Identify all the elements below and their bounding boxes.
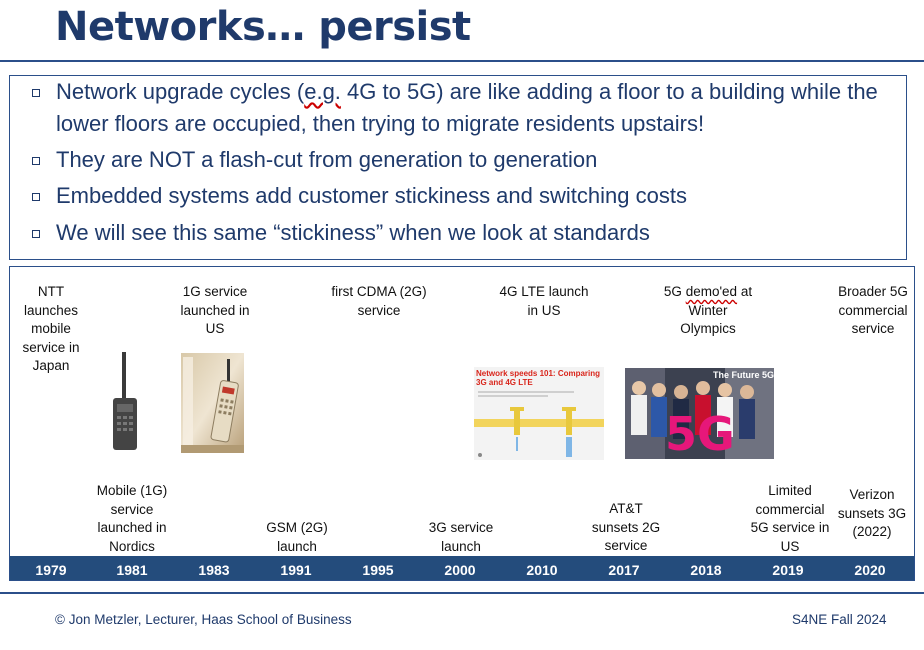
lte-graphic-image: Network speeds 101: Comparing 3G and 4G LTE [474,367,604,460]
year-tick: 2018 [690,562,722,578]
title-divider [0,60,924,62]
bullet-box: Network upgrade cycles (e.g. 4G to 5G) are like adding a floor to a building while the lower floors are occupied, then trying to migrate residents upstairs! They are NOT a flash-cut from generation to generation Embedded systems add customer stickiness and switching costs We will see this same “stickiness” when we look at standards [9,75,907,260]
footer-course: S4NE Fall 2024 [792,612,887,627]
year-tick: 2010 [526,562,558,578]
event-1979: NTT launches mobile service in Japan [22,284,80,373]
footer-credit: © Jon Metzler, Lecturer, Haas School of Business [55,612,352,627]
square-bullet-icon [32,230,40,238]
event-1995: first CDMA (2G) service [331,284,427,318]
year-tick: 1983 [198,562,230,578]
event-2020-top: Broader 5G commercial service [838,284,908,336]
year-tick: 2017 [608,562,640,578]
year-tick: 1991 [280,562,312,578]
year-tick: 1979 [35,562,67,578]
year-tick: 2019 [772,562,804,578]
mobile-phone-image [108,350,142,452]
year-tick: 2000 [444,562,476,578]
event-2018: 5G demo'ed at Winter Olympics [663,284,753,336]
year-tick: 1995 [362,562,394,578]
square-bullet-icon [32,89,40,97]
event-2019: Limited commercial 5G service in US [750,483,830,554]
square-bullet-icon [32,193,40,201]
dynatac-phone-image [181,353,244,453]
year-tick: 1981 [116,562,148,578]
year-tick: 2020 [854,562,886,578]
year-axis [10,556,914,580]
square-bullet-icon [32,157,40,165]
event-1981: Mobile (1G) service launched in Nordics [96,483,168,554]
spellcheck-underline: e.g. [304,79,341,104]
event-2010: 4G LTE launch in US [499,284,589,318]
event-1983: 1G service launched in US [180,284,250,336]
event-2017: AT&T sunsets 2G service [591,501,661,553]
slide-title: Networks… persist [55,4,471,50]
olympics-5g-photo: The Future 5G 5G [625,368,774,459]
event-2000: 3G service launch [428,520,494,554]
faucet-pipes-icon [474,367,604,460]
event-2020-bottom: Verizon sunsets 3G (2022) [837,487,907,539]
footer-divider [0,592,924,594]
event-1991: GSM (2G) launch [266,520,328,554]
